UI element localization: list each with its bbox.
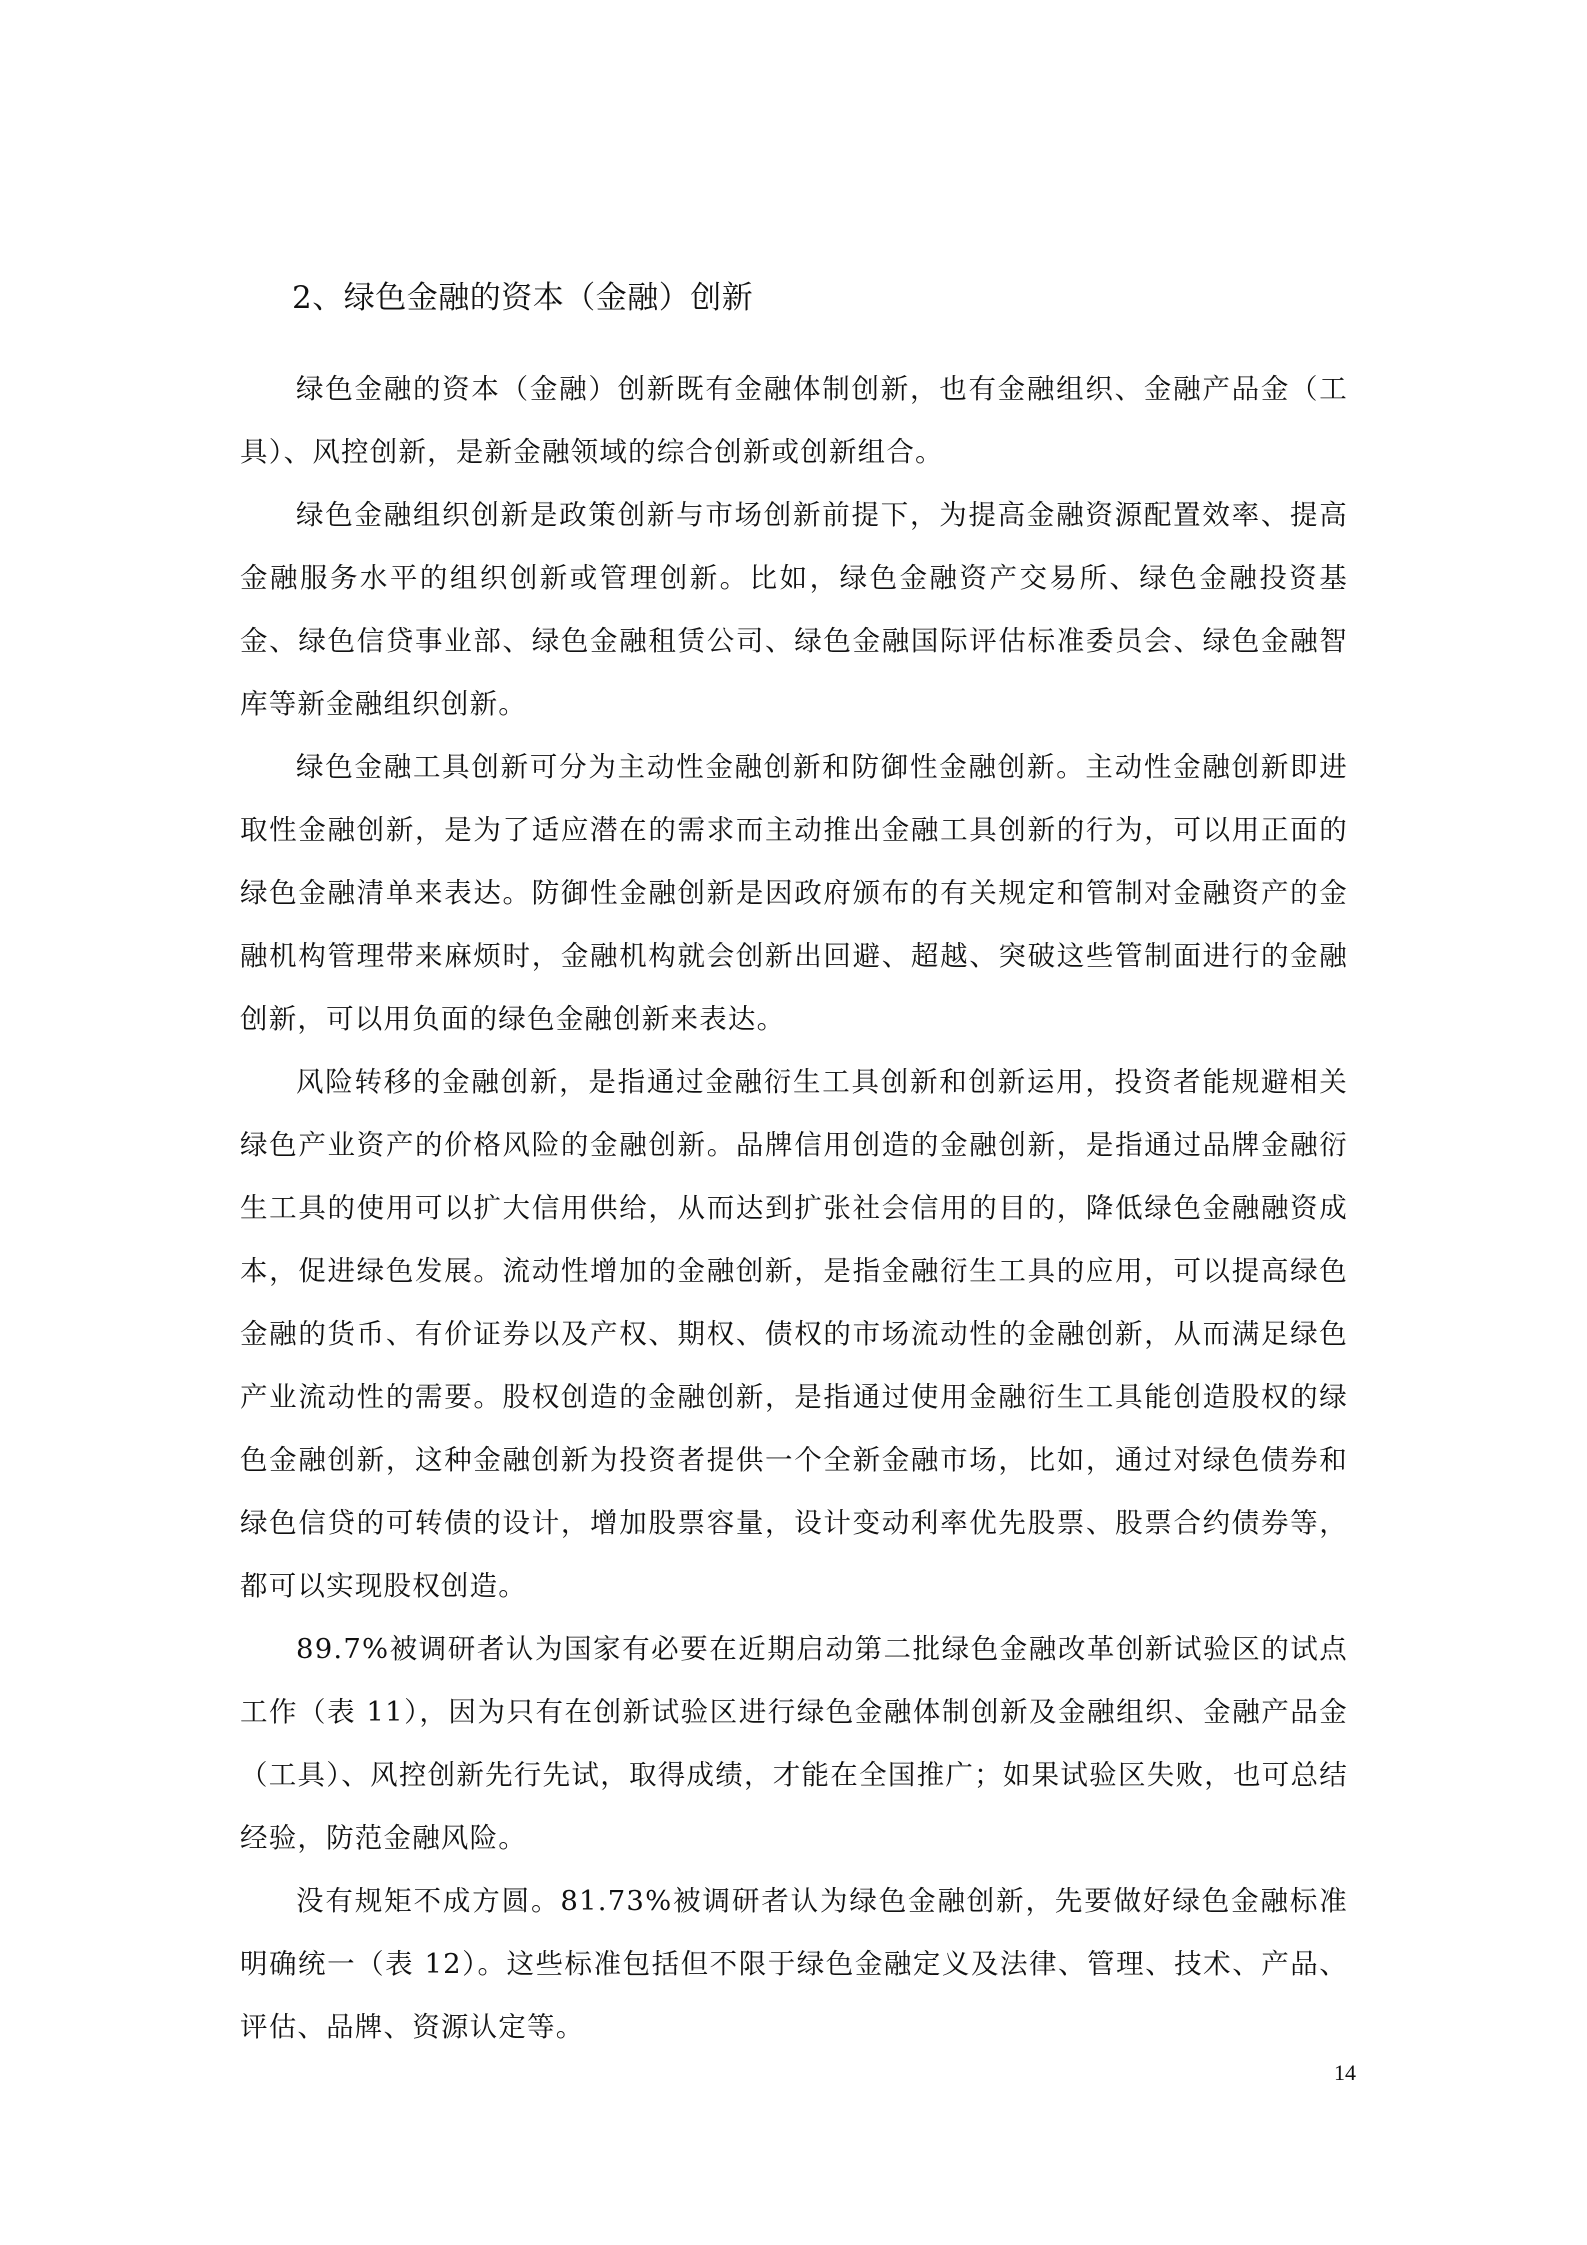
paragraph-5: 89.7%被调研者认为国家有必要在近期启动第二批绿色金融改革创新试验区的试点工作（表 11），因为只有在创新试验区进行绿色金融体制创新及金融组织、金融产品金（工具）、风控创新先行先试，取得成绩，才能在全国推广；如果试验区失败，也可总结经验，防范金融风险。 bbox=[240, 1633, 1348, 1854]
paragraph-6: 没有规矩不成方圆。81.73%被调研者认为绿色金融创新，先要做好绿色金融标准明确统一（表 12）。这些标准包括但不限于绿色金融定义及法律、管理、技术、产品、评估、品牌、资源认定等。 bbox=[240, 1885, 1348, 2043]
paragraph-1: 绿色金融的资本（金融）创新既有金融体制创新，也有金融组织、金融产品金（工具）、风控创新，是新金融领域的综合创新或创新组合。 bbox=[240, 373, 1348, 468]
page-content bbox=[240, 272, 1348, 2059]
paragraph-2: 绿色金融组织创新是政策创新与市场创新前提下，为提高金融资源配置效率、提高金融服务水平的组织创新或管理创新。比如，绿色金融资产交易所、绿色金融投资基金、绿色信贷事业部、绿色金融租赁公司、绿色金融国际评估标准委员会、绿色金融智库等新金融组织创新。 bbox=[240, 499, 1348, 720]
page-number: 14 bbox=[1334, 2060, 1356, 2085]
section-heading: 2、绿色金融的资本（金融）创新 bbox=[292, 280, 754, 316]
paragraph-4: 风险转移的金融创新，是指通过金融衍生工具创新和创新运用，投资者能规避相关绿色产业资产的价格风险的金融创新。品牌信用创造的金融创新，是指通过品牌金融衍生工具的使用可以扩大信用供给，从而达到扩张社会信用的目的，降低绿色金融融资成本，促进绿色发展。流动性增加的金融创新，是指金融衍生工具的应用，可以提高绿色金融的货币、有价证券以及产权、期权、债权的市场流动性的金融创新，从而满足绿色产业流动性的需要。股权创造的金融创新，是指通过使用金融衍生工具能创造股权的绿色金融创新，这种金融创新为投资者提供一个全新金融市场，比如，通过对绿色债券和绿色信贷的可转债的设计，增加股票容量，设计变动利率优先股票、股票合约债券等，都可以实现股权创造。 bbox=[240, 1066, 1348, 1602]
paragraph-3: 绿色金融工具创新可分为主动性金融创新和防御性金融创新。主动性金融创新即进取性金融创新，是为了适应潜在的需求而主动推出金融工具创新的行为，可以用正面的绿色金融清单来表达。防御性金融创新是因政府颁布的有关规定和管制对金融资产的金融机构管理带来麻烦时，金融机构就会创新出回避、超越、突破这些管制面进行的金融创新，可以用负面的绿色金融创新来表达。 bbox=[240, 751, 1348, 1035]
